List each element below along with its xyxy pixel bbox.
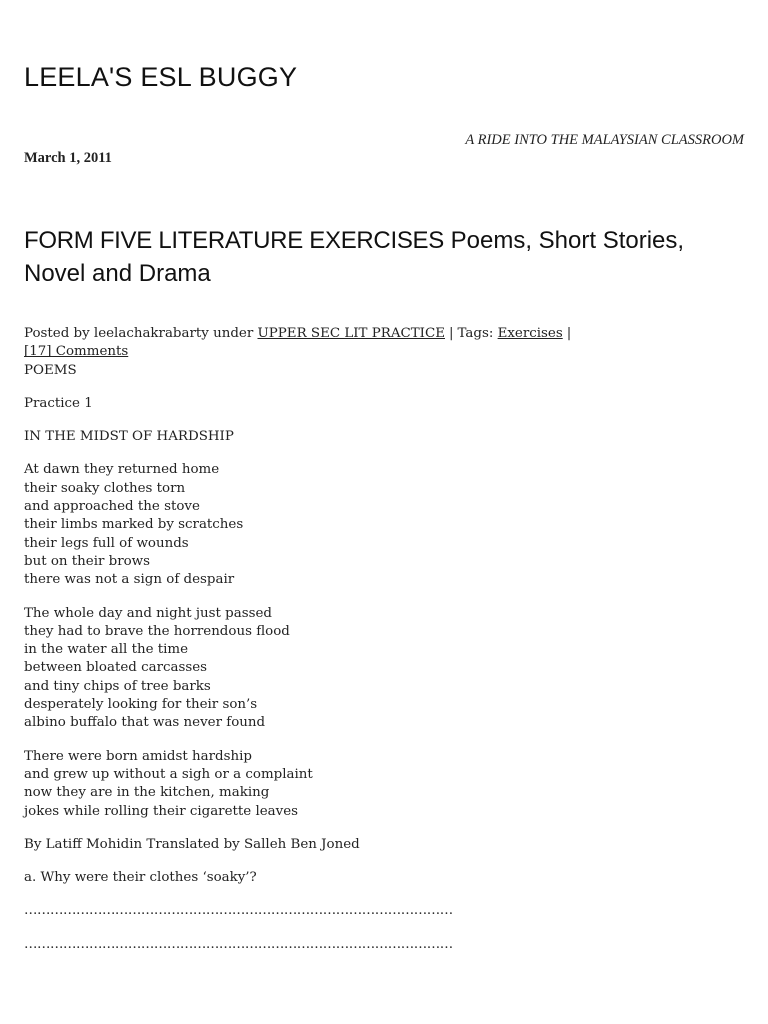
- post-title-upper: FORM FIVE LITERATURE EXERCISES: [24, 227, 444, 254]
- tag-link-exercises[interactable]: Exercises: [497, 326, 563, 341]
- poem-line: they had to brave the horrendous flood: [24, 623, 290, 639]
- section-heading: POEMS: [24, 362, 77, 378]
- answer-line: ………………………………………………………………………………………: [24, 936, 453, 952]
- poem-line: their soaky clothes torn: [24, 480, 186, 496]
- poem-line: their limbs marked by scratches: [24, 517, 244, 533]
- poem-line: albino buffalo that was never found: [24, 715, 266, 731]
- poem-line: in the water all the time: [24, 642, 189, 658]
- poem-attribution: By Latiff Mohidin Translated by Salleh Ben Joned: [24, 836, 360, 852]
- meta-separator: |: [566, 326, 572, 341]
- tags-label: Tags:: [457, 326, 498, 341]
- poem-line: between bloated carcasses: [24, 660, 208, 676]
- post-content: [24, 325, 744, 954]
- poem-stanza-3: [24, 748, 744, 821]
- poem-line: There were born amidst hardship: [24, 748, 252, 764]
- post-meta: [24, 325, 744, 362]
- meta-separator: |: [449, 326, 454, 341]
- site-title[interactable]: LEELA'S ESL BUGGY: [24, 62, 298, 92]
- poem-line: and grew up without a sigh or a complaint: [24, 766, 313, 782]
- site-tagline: A RIDE INTO THE MALAYSIAN CLASSROOM: [465, 132, 744, 148]
- post-date: March 1, 2011: [24, 150, 112, 166]
- poem-line: there was not a sign of despair: [24, 572, 235, 588]
- poem-stanza-2: [24, 605, 744, 733]
- post-title-rest: Poems, Short Stories, Novel and Drama: [24, 227, 685, 287]
- poem-line: At dawn they returned home: [24, 462, 220, 478]
- posted-by-text: Posted by leelachakrabarty under: [24, 326, 258, 341]
- poem-line: and tiny chips of tree barks: [24, 678, 211, 694]
- practice-label: Practice 1: [24, 395, 93, 411]
- poem-line: and approached the stove: [24, 499, 200, 515]
- answer-line: ………………………………………………………………………………………: [24, 903, 453, 919]
- poem-line: their legs full of wounds: [24, 535, 189, 551]
- poem-line: now they are in the kitchen, making: [24, 785, 270, 801]
- post-title[interactable]: [24, 224, 724, 290]
- comments-link[interactable]: [17] Comments: [24, 344, 129, 360]
- poem-line: but on their brows: [24, 553, 151, 569]
- poem-title: IN THE MIDST OF HARDSHIP: [24, 429, 234, 445]
- poem-line: desperately looking for their son’s: [24, 697, 258, 713]
- question-a: a. Why were their clothes ‘soaky’?: [24, 870, 257, 886]
- category-link[interactable]: UPPER SEC LIT PRACTICE: [257, 326, 445, 341]
- poem-line: The whole day and night just passed: [24, 605, 272, 621]
- poem-line: jokes while rolling their cigarette leaves: [24, 803, 299, 819]
- poem-stanza-1: [24, 461, 744, 589]
